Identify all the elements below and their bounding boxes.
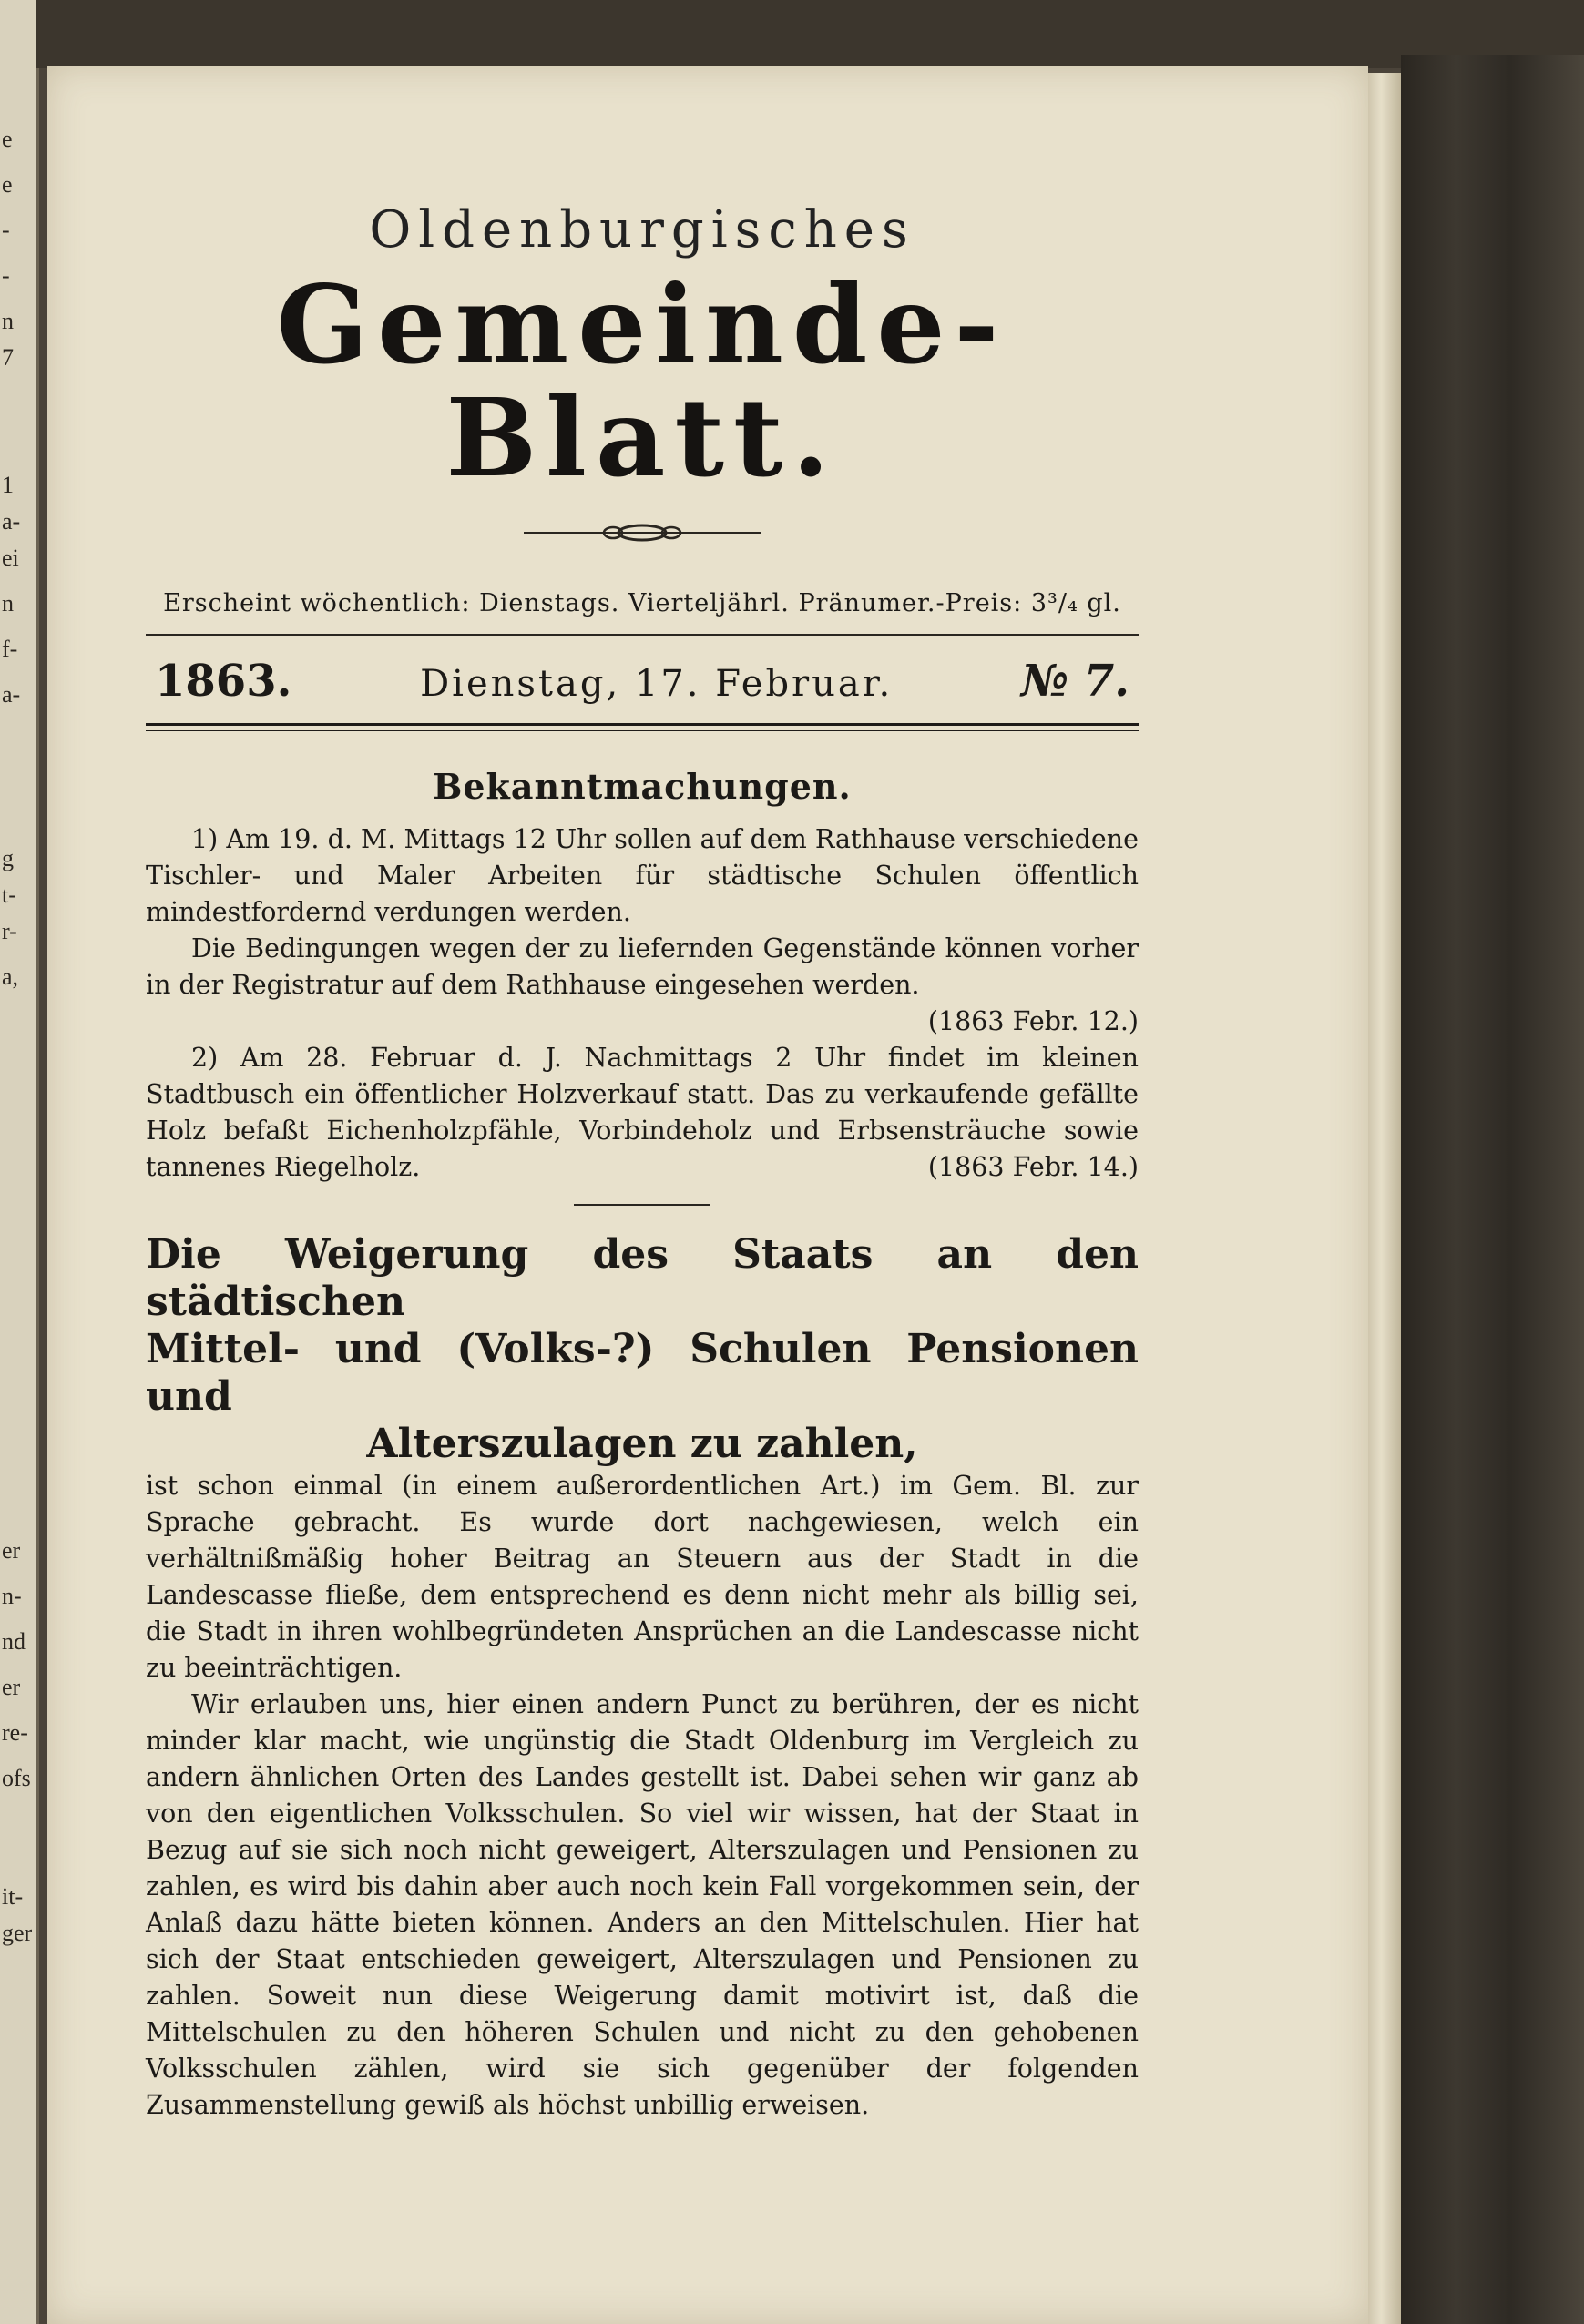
adjacent-page-fragment: er bbox=[2, 1674, 21, 1700]
masthead-title: Gemeinde-Blatt. bbox=[276, 261, 1008, 501]
announcement-2-date: (1863 Febr. 14.) bbox=[927, 1151, 1139, 1182]
adjacent-page-fragment: a, bbox=[2, 963, 19, 990]
ornament-divider-icon bbox=[524, 522, 761, 544]
announcement-2 bbox=[146, 1040, 1139, 1186]
issue-date: Dienstag, 17. Februar. bbox=[420, 662, 894, 705]
masthead-small: Oldenburgisches bbox=[369, 200, 915, 260]
issue-number: № 7. bbox=[1021, 655, 1129, 707]
adjacent-page-fragment: ei bbox=[2, 545, 19, 571]
adjacent-page-fragment: a- bbox=[2, 681, 21, 708]
adjacent-page-fragment: n bbox=[2, 308, 14, 334]
article-title-line-1: Die Weigerung des Staats an den städtischen bbox=[146, 1230, 1139, 1325]
subscription-info: Erscheint wöchentlich: Dienstags. Vierteljährl. Pränumer.-Preis: 3³/₄ gl. bbox=[163, 588, 1121, 617]
issue-line bbox=[146, 656, 1139, 707]
book-binding bbox=[1401, 55, 1584, 2324]
page-content bbox=[146, 182, 1139, 2124]
adjacent-page-fragment: 1 bbox=[2, 472, 14, 498]
adjacent-page-fragment: e bbox=[2, 171, 13, 198]
adjacent-page-fragment: t- bbox=[2, 882, 16, 908]
section-divider bbox=[574, 1204, 710, 1206]
adjacent-page-fragment: er bbox=[2, 1537, 21, 1564]
adjacent-page-fragment: e bbox=[2, 126, 13, 152]
announcement-1-date: (1863 Febr. 12.) bbox=[927, 1005, 1139, 1036]
announcement-2-text: 2) Am 28. Februar d. J. Nachmittags 2 Uhr findet im kleinen Stadtbusch ein öffentlicher Holzverkauf statt. Das zu verkaufende gefällte Holz befaßt Eichenholzpfähle, Vorbindeholz und Erbsensträuche sowie tannenes Riegelholz. bbox=[146, 1042, 1139, 1182]
article-paragraph-2: Wir erlauben uns, hier einen andern Punct zu berühren, der es nicht minder klar macht, wie ungünstig die Stadt Oldenburg im Vergleich zu andern ähnlichen Orten des Landes gestellt ist. Dabei sehen wir ganz ab von den eigentlichen Volksschulen. So viel wir wissen, hat der Staat in Bezug auf sie sich noch nicht geweigert, Alterszulagen und Pensionen zu zahlen, es wird bis dahin aber auch noch kein Fall vorgekommen sein, der Anlaß dazu hätte bieten können. Anders an den Mittelschulen. Hier hat sich der Staat entschieden geweigert, Alterszulagen und Pensionen zu zahlen. Soweit nun diese Weigerung damit motivirt ist, daß die Mittelschulen zu den höheren Schulen und nicht zu den gehobenen Volksschulen zählen, wird sie sich gegenüber der folgenden Zusammenstellung gewiß als höchst unbillig erweisen. bbox=[146, 1688, 1139, 2120]
announcement-1-conditions bbox=[146, 931, 1139, 1036]
adjacent-page-fragment: f- bbox=[2, 636, 18, 662]
adjacent-page-fragment: r- bbox=[2, 918, 17, 944]
adjacent-page-fragment: 7 bbox=[2, 344, 14, 371]
adjacent-page-fragment: - bbox=[2, 217, 10, 243]
announcements-title: Bekanntmachungen. bbox=[433, 765, 852, 807]
adjacent-page-fragment: - bbox=[2, 262, 10, 289]
article-title-line-3: Alterszulagen zu zahlen, bbox=[366, 1420, 918, 1467]
adjacent-page-fragment: n- bbox=[2, 1583, 22, 1609]
issue-rule-thin bbox=[146, 730, 1139, 731]
adjacent-page-fragment: n bbox=[2, 590, 14, 617]
adjacent-page-fragment: it- bbox=[2, 1883, 24, 1910]
announcement-1-conditions-text: Die Bedingungen wegen der zu liefernden Gegenstände können vorher in der Registratur auf dem Rathhause eingesehen werden. bbox=[146, 933, 1139, 1000]
adjacent-page-fragment: g bbox=[2, 845, 14, 872]
article-title-line-2: Mittel- und (Volks-?) Schulen Pensionen und bbox=[146, 1325, 1139, 1420]
adjacent-page-fragment: nd bbox=[2, 1628, 26, 1655]
page-edge bbox=[1368, 73, 1401, 2324]
announcement-1: 1) Am 19. d. M. Mittags 12 Uhr sollen auf dem Rathhause verschiedene Tischler- und Maler Arbeiten für städtische Schulen öffentlich mindestfordernd verdungen werden. bbox=[146, 823, 1139, 927]
adjacent-page-fragment: ger bbox=[2, 1920, 33, 1946]
header-rule bbox=[146, 634, 1139, 636]
adjacent-page-fragment: a- bbox=[2, 508, 21, 535]
adjacent-page-fragment: re- bbox=[2, 1719, 28, 1746]
background-top bbox=[36, 0, 1584, 68]
issue-rule-thick bbox=[146, 723, 1139, 726]
article-paragraph-1: ist schon einmal (in einem außerordentlichen Art.) im Gem. Bl. zur Sprache gebracht. Es wurde dort nachgewiesen, welch ein verhältnißmäßig hoher Beitrag an Steuern aus der Stadt in die Landescasse fließe, dem entsprechend es denn nicht mehr als billig sei, die Stadt in ihren wohlbegründeten Ansprüchen an die Landescasse nicht zu beeinträchtigen. bbox=[146, 1470, 1139, 1683]
adjacent-page-strip bbox=[0, 0, 39, 2324]
adjacent-page-fragment: ofs bbox=[2, 1765, 31, 1791]
issue-year: 1863. bbox=[155, 655, 292, 707]
